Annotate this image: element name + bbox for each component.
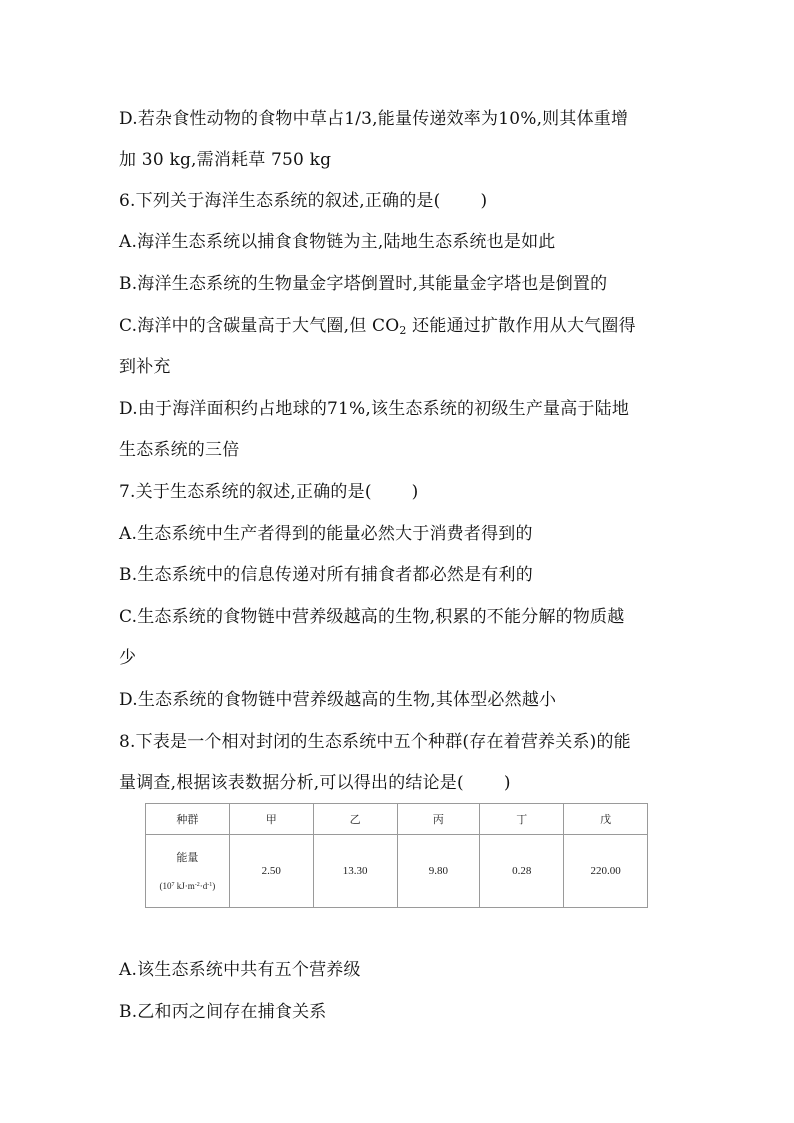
table-header-row [146,804,648,835]
q6-stem-text: 6.下列关于海洋生态系统的叙述,正确的是( [119,191,441,211]
q6-c-text-pre: C.海洋中的含碳量高于大气圈,但 CO [119,316,400,336]
close-paren: ) [411,482,419,502]
q7-stem [119,481,419,503]
table-cell: 220.00 [564,835,648,908]
energy-row-label [146,835,230,908]
q6-option-d-line1: D.由于海洋面积约占地球的71%,该生态系统的初级生产量高于陆地 [119,399,630,419]
q6-stem [119,190,487,212]
table-header-cell: 戊 [564,804,648,835]
q7-option-c-line1: C.生态系统的食物链中营养级越高的生物,积累的不能分解的物质越 [119,607,625,627]
q8-stem-line2 [119,772,511,794]
table-header-cell: 乙 [313,804,397,835]
energy-unit: ($10^7$ $kJ\cdot m^{-2}\cdot d^{-1}$) [159,881,216,891]
table-header-cell: 丁 [480,804,564,835]
q6-option-a: A.海洋生态系统以捕食食物链为主,陆地生态系统也是如此 [119,232,556,252]
q8-option-a: A.该生态系统中共有五个营养级 [119,960,361,980]
q8-option-b: B.乙和丙之间存在捕食关系 [119,1002,327,1022]
q7-option-b: B.生态系统中的信息传递对所有捕食者都必然是有利的 [119,565,533,585]
energy-table [145,803,648,908]
table-cell: 9.80 [397,835,480,908]
q6-option-b: B.海洋生态系统的生物量金字塔倒置时,其能量金字塔也是倒置的 [119,274,608,294]
q6-option-c-line2: 到补充 [119,357,171,377]
q8-stem-line1: 8.下表是一个相对封闭的生态系统中五个种群(存在着营养关系)的能 [119,732,631,752]
q7-stem-text: 7.关于生态系统的叙述,正确的是( [119,482,372,502]
q7-option-a: A.生态系统中生产者得到的能量必然大于消费者得到的 [119,524,533,544]
table-header-cell: 丙 [397,804,480,835]
q7-option-c-line2: 少 [119,648,137,668]
table-cell: 0.28 [480,835,564,908]
table-cell: 2.50 [229,835,313,908]
table-cell: 13.30 [313,835,397,908]
table-header-label: 种群 [146,804,230,835]
table-row [146,835,648,908]
table-header-cell: 甲 [229,804,313,835]
co2-subscript: 2 [399,324,407,337]
close-paren: ) [480,191,488,211]
q6-option-d-line2: 生态系统的三倍 [119,440,240,460]
q7-option-d: D.生态系统的食物链中营养级越高的生物,其体型必然越小 [119,690,557,710]
q6-c-text-post: 还能通过扩散作用从大气圈得 [406,316,636,336]
q5-option-d-line2: 加 30 kg,需消耗草 750 kg [119,150,332,170]
q5-option-d-line1: D.若杂食性动物的食物中草占1/3,能量传递效率为10%,则其体重增 [119,109,629,129]
q8-stem-text: 量调查,根据该表数据分析,可以得出的结论是( [119,773,464,793]
energy-label: 能量 [176,852,199,864]
close-paren: ) [503,773,511,793]
q6-option-c-line1 [119,315,636,337]
